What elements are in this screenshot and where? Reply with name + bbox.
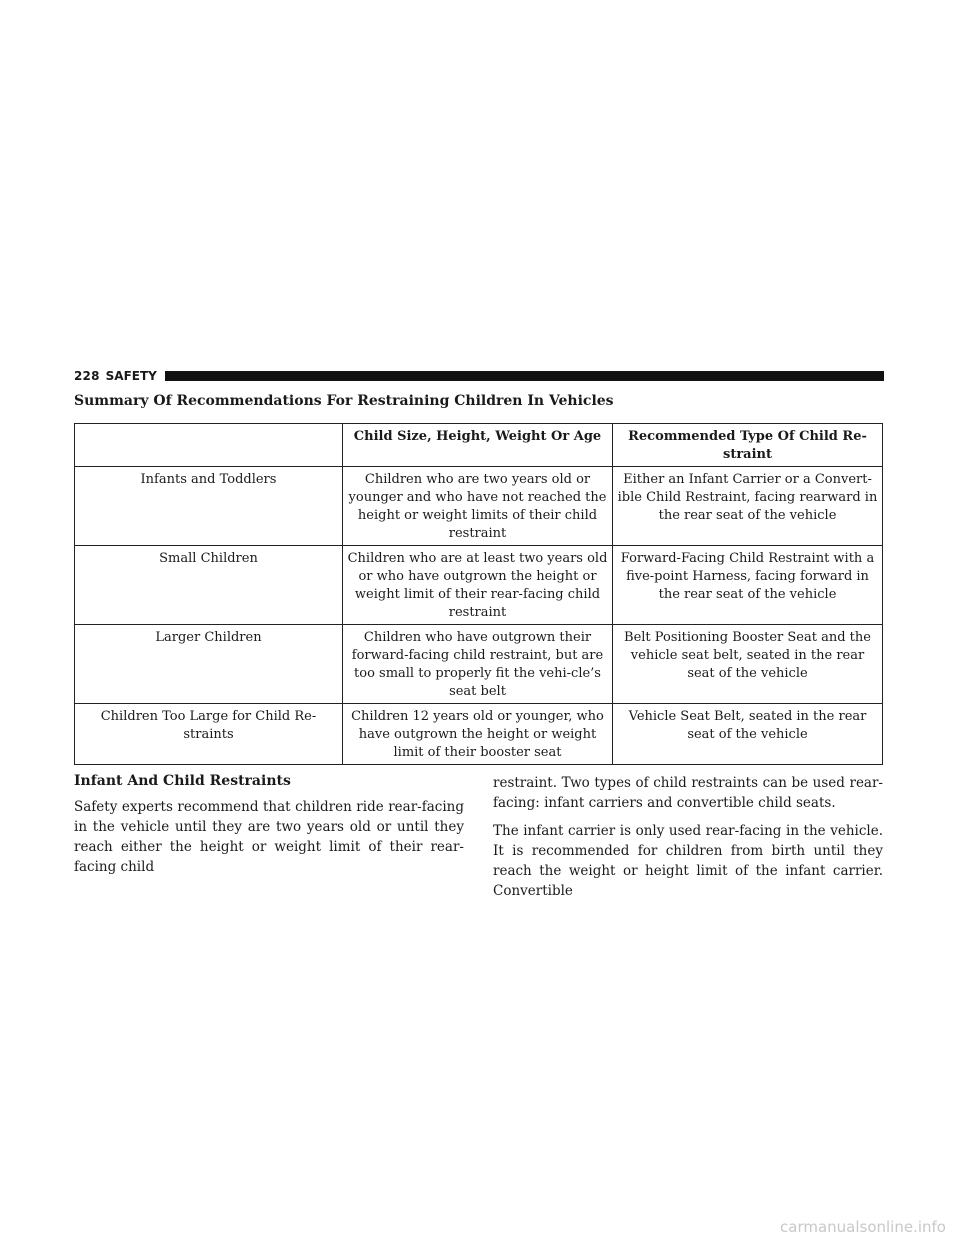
table-cell: Children who have outgrown their forward-facing child restraint, but are too small to properly fit the vehi-cle’s seat belt [343,625,613,704]
table-cell: Children who are at least two years old or who have outgrown the height or weight limit of their rear-facing child restraint [343,546,613,625]
table-row [75,625,883,704]
table-row [75,467,883,546]
table-cell: Children 12 years old or younger, who have outgrown the height or weight limit of their booster seat [343,704,613,765]
table-header-row [75,424,883,467]
table-cell: Small Children [75,546,343,625]
body-paragraph: Safety experts recommend that children ride rear-facing in the vehicle until they are two years old or until they reach either the height or weight limit of their rear-facing child [74,799,464,875]
page-number: 228 [74,369,100,383]
table-cell: Children Too Large for Child Re-straints [75,704,343,765]
table-title: Summary Of Recommendations For Restraining Children In Vehicles [74,393,614,409]
table-cell: Either an Infant Carrier or a Convert-ible Child Restraint, facing rearward in the rear seat of the vehicle [613,467,883,546]
page-header [74,367,884,385]
column-header-size: Child Size, Height, Weight Or Age [343,424,613,467]
table-row [75,704,883,765]
column-header-category [75,424,343,467]
table-cell: Belt Positioning Booster Seat and the vehicle seat belt, seated in the rear seat of the vehicle [613,625,883,704]
section-heading: Infant And Child Restraints [74,773,291,789]
table-cell: Forward-Facing Child Restraint with a five-point Harness, facing forward in the rear seat of the vehicle [613,546,883,625]
table-row [75,546,883,625]
section-name: SAFETY [105,369,157,383]
header-rule [165,371,884,381]
table-cell: Children who are two years old or younger and who have not reached the height or weight limits of their child restraint [343,467,613,546]
table-cell: Vehicle Seat Belt, seated in the rear seat of the vehicle [613,704,883,765]
column-header-type: Recommended Type Of Child Re- straint [613,424,883,467]
table-cell: Larger Children [75,625,343,704]
recommendations-table [74,423,883,765]
body-paragraph: The infant carrier is only used rear-facing in the vehicle. It is recommended for children from birth until they reach the weight or height limit of the infant carrier. Convertible [493,823,883,899]
table-cell: Infants and Toddlers [75,467,343,546]
watermark: carmanualsonline.info [780,1218,946,1236]
body-paragraph: restraint. Two types of child restraints can be used rear-facing: infant carriers and convertible child seats. [493,775,883,811]
